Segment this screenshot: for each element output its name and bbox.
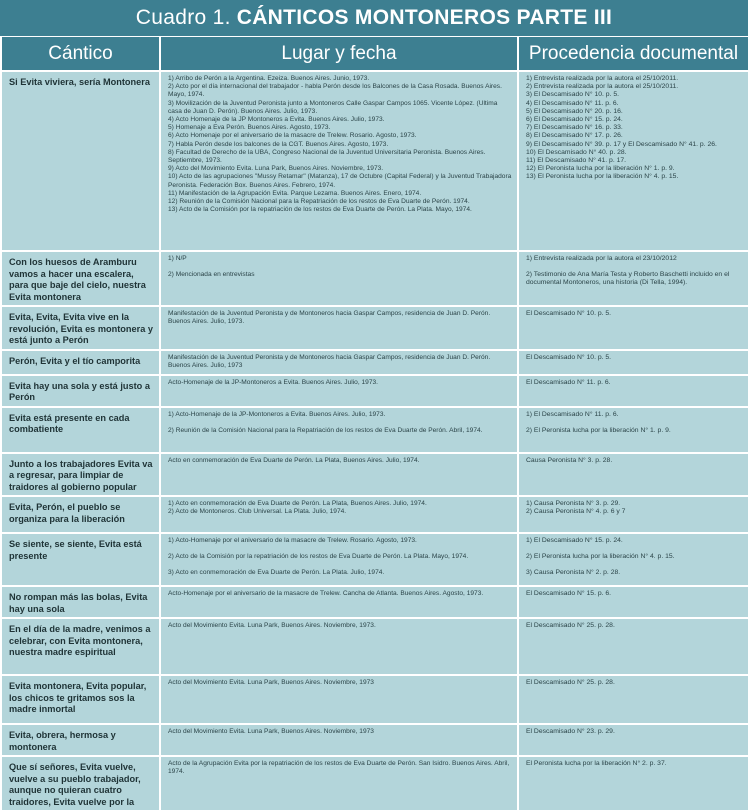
- chant-cell: Que sí señores, Evita vuelve, vuelve a su pueblo trabajador, aunque no quieran cuatro traidores, Evita vuelve por la: [1, 756, 160, 811]
- table-row: [1, 251, 748, 306]
- place-item: 2) Reunión de la Comisión Nacional para la Repatriación de los restos de Eva Duarte de Perón. Abril, 1974.: [168, 426, 483, 434]
- header-chant: Cántico: [1, 37, 160, 72]
- place-date-cell: [160, 724, 518, 756]
- chant-cell: Evita montonera, Evita popular, los chicos te gritamos sos la madre inmortal: [1, 675, 160, 724]
- source-item: 2) Causa Peronista N° 4. p. 6 y 7: [526, 508, 626, 516]
- table-title-main: CÁNTICOS MONTONEROS PARTE III: [236, 6, 613, 29]
- table-row: [1, 71, 748, 251]
- table-row: [1, 496, 748, 533]
- place-item: Manifestación de la Juventud Peronista y de Montoneros hacia Gaspar Campos, residencia de Juan D. Perón. Buenos Aires. Julio, 1973: [168, 353, 491, 369]
- source-item: 1) Entrevista realizada por la autora el 25/10/2011.: [526, 75, 679, 82]
- place-item: 5) Homenaje a Eva Perón. Buenos Aires. Agosto, 1973.: [168, 124, 331, 132]
- chant-cell: Si Evita viviera, sería Montonera: [1, 71, 160, 251]
- place-item: 13) Acto de la Comisión por la repatriación de los restos de Eva Duarte de Perón. La Plata. Mayo, 1974.: [168, 206, 472, 214]
- source-item: El Descamisado N° 25. p. 28.: [526, 622, 615, 629]
- place-item: Acto del Movimiento Evita. Luna Park, Buenos Aires. Noviembre, 1973: [168, 728, 374, 735]
- place-item: 1) Acto-Homenaje por el aniversario de la masacre de Trelew. Rosario. Agosto, 1973.: [168, 537, 417, 544]
- chant-cell: Evita, Evita, Evita vive en la revolución, Evita es montonera y está junto a Perón: [1, 306, 160, 350]
- source-cell: [518, 407, 748, 453]
- source-cell: [518, 350, 748, 375]
- table-body: [1, 71, 748, 811]
- source-item: 5) El Descamisado N° 20. p. 16.: [526, 107, 623, 115]
- source-item: 3) El Descamisado N° 10. p. 5.: [526, 91, 620, 99]
- place-item: 6) Acto Homenaje por el aniversario de la masacre de Trelew. Rosario. Agosto, 1973.: [168, 132, 417, 140]
- place-item: Acto del Movimiento Evita. Luna Park, Buenos Aires. Noviembre, 1973.: [168, 622, 376, 629]
- place-item: Acto-Homenaje de la JP-Montoneros a Evita. Buenos Aires. Julio, 1973.: [168, 378, 379, 386]
- place-item: 10) Acto de las agrupaciones "Mussy Retamar" (Matanza), 17 de Octubre (Capital Federal) y la Juventud Trabajadora Peronista. Federación Box. Buenos Aires. Febrero, 1974.: [168, 173, 512, 189]
- chants-table: [0, 36, 748, 812]
- chant-cell: Junto a los trabajadores Evita va a regresar, para limpiar de traidores al gobierno popular: [1, 453, 160, 497]
- place-date-cell: [160, 756, 518, 811]
- place-item: 3) Acto en conmemoración de Eva Duarte de Perón. La Plata. Julio, 1974.: [168, 569, 385, 577]
- source-cell: [518, 453, 748, 497]
- place-date-cell: [160, 350, 518, 375]
- place-item: Acto-Homenaje por el aniversario de la masacre de Trelew. Cancha de Atlanta. Buenos Aires. Agosto, 1973.: [168, 590, 484, 597]
- table-row: [1, 756, 748, 811]
- place-item: 2) Acto de Montoneros. Club Universal. La Plata. Julio, 1974.: [168, 508, 347, 516]
- place-item: 1) Acto en conmemoración de Eva Duarte de Perón. La Plata, Buenos Aires. Julio, 1974.: [168, 500, 427, 507]
- source-item: 2) Testimonio de Ana María Testa y Roberto Baschetti incluido en el documental Montoneros, una historia (Di Tella, 1994).: [526, 271, 730, 287]
- source-item: El Peronista lucha por la liberación N° 2. p. 37.: [526, 760, 667, 767]
- source-item: 11) El Descamisado N° 41. p. 17.: [526, 157, 627, 165]
- source-item: 1) El Descamisado N° 11. p. 6.: [526, 410, 619, 418]
- place-item: Acto del Movimiento Evita. Luna Park, Buenos Aires. Noviembre, 1973: [168, 679, 374, 686]
- header-row: [1, 37, 748, 72]
- table-row: [1, 618, 748, 675]
- place-item: Manifestación de la Juventud Peronista y de Montoneros hacia Gaspar Campos, residencia de Juan D. Perón. Buenos Aires. Julio, 1973.: [168, 310, 491, 326]
- source-item: 2) El Peronista lucha por la liberación N° 1. p. 9.: [526, 426, 671, 434]
- table-row: [1, 350, 748, 375]
- chant-cell: Evita hay una sola y está justo a Perón: [1, 375, 160, 407]
- source-item: 2) Entrevista realizada por la autora el 25/10/2011.: [526, 83, 679, 91]
- place-item: 4) Acto Homenaje de la JP Montoneros a Evita. Buenos Aires. Julio, 1973.: [168, 116, 385, 124]
- source-item: 3) Causa Peronista N° 2. p. 28.: [526, 569, 621, 577]
- source-cell: [518, 71, 748, 251]
- source-item: El Descamisado N° 23. p. 29.: [526, 728, 615, 735]
- place-date-cell: [160, 496, 518, 533]
- place-item: 1) N/P: [168, 255, 187, 262]
- chant-cell: En el día de la madre, venimos a celebrar, con Evita montonera, nuestra madre espiritual: [1, 618, 160, 675]
- place-item: 7) Habla Perón desde los balcones de la CGT. Buenos Aires. Agosto, 1973.: [168, 140, 389, 148]
- source-cell: [518, 618, 748, 675]
- source-cell: [518, 756, 748, 811]
- table-row: [1, 724, 748, 756]
- place-item: 11) Manifestación de la Agrupación Evita. Parque Lezama. Buenos Aires. Enero, 1974.: [168, 189, 422, 197]
- source-cell: [518, 251, 748, 306]
- place-item: Acto de la Agrupación Evita por la repatriación de los restos de Eva Duarte de Perón. San Isidro. Buenos Aires. Abril, 1974.: [168, 760, 510, 776]
- source-item: Causa Peronista N° 3. p. 28.: [526, 456, 613, 464]
- place-date-cell: [160, 618, 518, 675]
- source-item: El Descamisado N° 11. p. 6.: [526, 378, 611, 386]
- place-date-cell: [160, 675, 518, 724]
- place-item: 1) Acto-Homenaje de la JP-Montoneros a Evita. Buenos Aires. Julio, 1973.: [168, 410, 386, 418]
- table-row: [1, 586, 748, 618]
- source-item: 13) El Peronista lucha por la liberación N° 4. p. 15.: [526, 173, 679, 181]
- source-item: 1) Causa Peronista N° 3. p. 29.: [526, 500, 621, 507]
- source-item: 6) El Descamisado N° 15. p. 24.: [526, 116, 623, 124]
- chant-cell: Con los huesos de Aramburu vamos a hacer una escalera, para que baje del cielo, nuestra Evita montonera: [1, 251, 160, 306]
- chant-cell: No rompan más las bolas, Evita hay una sola: [1, 586, 160, 618]
- header-documentary-source: Procedencia documental: [518, 37, 748, 72]
- source-item: El Descamisado N° 10. p. 5.: [526, 353, 612, 361]
- place-item: 12) Reunión de la Comisión Nacional para la Repatriación de los restos de Eva Duarte de Perón. 1974.: [168, 198, 470, 206]
- source-cell: [518, 496, 748, 533]
- place-item: 9) Acto del Movimiento Evita. Luna Park, Buenos Aires. Noviembre, 1973.: [168, 165, 384, 173]
- source-item: 4) El Descamisado N° 11. p. 6.: [526, 99, 619, 107]
- source-item: 12) El Peronista lucha por la liberación N° 1. p. 9.: [526, 165, 675, 173]
- table-row: [1, 675, 748, 724]
- place-item: 2) Mencionada en entrevistas: [168, 271, 255, 279]
- place-item: 2) Acto de la Comisión por la repatriación de los restos de Eva Duarte de Perón. La Plata. Mayo, 1974.: [168, 553, 469, 561]
- source-item: 9) El Descamisado N° 39. p. 17 y El Descamisado N° 41. p. 26.: [526, 140, 717, 148]
- source-item: El Descamisado N° 15. p. 6.: [526, 590, 612, 597]
- source-item: 10) El Descamisado N° 40. p. 28.: [526, 148, 627, 156]
- table-row: [1, 533, 748, 586]
- table-title-prefix: Cuadro 1.: [135, 6, 231, 29]
- table-title: [0, 0, 748, 36]
- place-date-cell: [160, 71, 518, 251]
- place-item: 8) Facultad de Derecho de la UBA, Congreso Nacional de la Juventud Universitaria Peronista. Buenos Aires. Septiembre, 1973.: [168, 148, 486, 165]
- source-cell: [518, 586, 748, 618]
- source-item: 7) El Descamisado N° 16. p. 33.: [526, 124, 623, 132]
- chant-cell: Perón, Evita y el tío camporita: [1, 350, 160, 375]
- place-item: 3) Movilización de la Juventud Peronista junto a Montoneros Calle Gaspar Campos 1065. Vicente López. (Ultima casa de Juan D. Perón). Buenos Aires. Julio, 1973.: [168, 99, 498, 115]
- place-date-cell: [160, 453, 518, 497]
- header-place-date: Lugar y fecha: [160, 37, 518, 72]
- place-item: Acto en conmemoración de Eva Duarte de Perón. La Plata, Buenos Aires. Julio, 1974.: [168, 456, 420, 464]
- place-item: 1) Arribo de Perón a la Argentina. Ezeiza. Buenos Aires. Junio, 1973.: [168, 75, 370, 82]
- source-item: El Descamisado N° 10. p. 5.: [526, 310, 612, 317]
- source-item: El Descamisado N° 25. p. 28.: [526, 679, 615, 686]
- source-item: 2) El Peronista lucha por la liberación N° 4. p. 15.: [526, 553, 675, 561]
- table-row: [1, 453, 748, 497]
- source-cell: [518, 306, 748, 350]
- place-date-cell: [160, 586, 518, 618]
- chant-cell: Se siente, se siente, Evita está presente: [1, 533, 160, 586]
- source-item: 1) El Descamisado N° 15. p. 24.: [526, 537, 623, 544]
- source-cell: [518, 724, 748, 756]
- place-date-cell: [160, 375, 518, 407]
- table-row: [1, 306, 748, 350]
- chant-cell: Evita, Perón, el pueblo se organiza para la liberación: [1, 496, 160, 533]
- place-date-cell: [160, 533, 518, 586]
- place-date-cell: [160, 306, 518, 350]
- chant-cell: Evita está presente en cada combatiente: [1, 407, 160, 453]
- table-row: [1, 375, 748, 407]
- source-item: 8) El Descamisado N° 17. p. 26.: [526, 132, 623, 140]
- source-cell: [518, 675, 748, 724]
- place-item: 2) Acto por el día internacional del trabajador - habla Perón desde los Balcones de la Casa Rosada. Buenos Aires. Mayo, 1974.: [168, 83, 502, 99]
- source-cell: [518, 533, 748, 586]
- source-cell: [518, 375, 748, 407]
- source-item: 1) Entrevista realizada por la autora el 23/10/2012: [526, 255, 677, 262]
- chant-cell: Evita, obrera, hermosa y montonera: [1, 724, 160, 756]
- place-date-cell: [160, 251, 518, 306]
- table-row: [1, 407, 748, 453]
- place-date-cell: [160, 407, 518, 453]
